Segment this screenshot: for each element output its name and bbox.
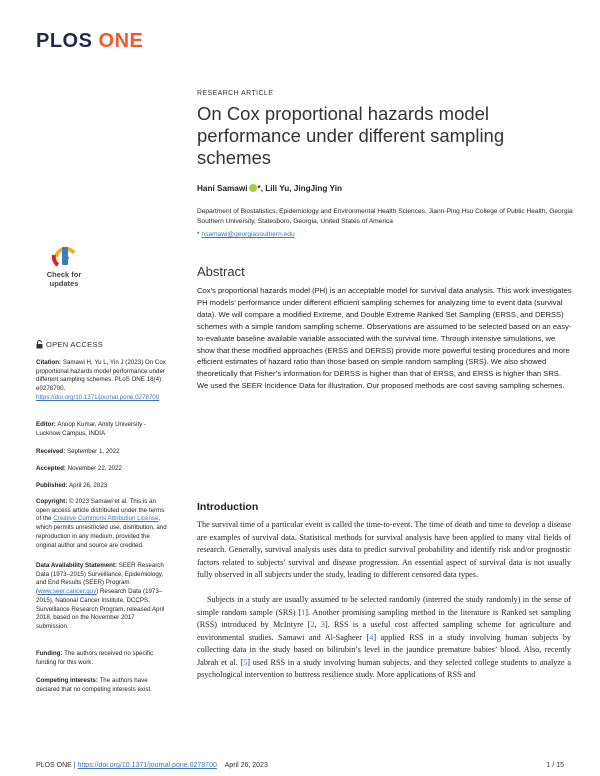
- citation-label: Citation:: [36, 359, 62, 366]
- intro-p2-d: ] applied RSS in a study involving human subjects by collecting data in the study based on bilirubin’s level in the jaundice premature babies’ blood. Also, recently Jabrah et al. [: [197, 632, 572, 667]
- published-text: April 26, 2023: [67, 482, 108, 489]
- editor-text: Anoop Kumar, Amity University - Lucknow Campus, INDIA: [36, 421, 147, 437]
- author-rest: Lili Yu, JingJing Yin: [262, 184, 342, 193]
- check-updates-icon: [36, 241, 92, 271]
- abstract-heading: Abstract: [197, 264, 245, 279]
- open-lock-icon: [36, 340, 43, 349]
- ref-link-3[interactable]: 3: [320, 620, 325, 629]
- received-text: September 1, 2022: [65, 448, 120, 455]
- journal-name-plos: PLOS: [36, 30, 93, 52]
- funding-text: The authors received no specific funding for this work.: [36, 650, 154, 666]
- ref-link-4[interactable]: 4: [369, 632, 374, 642]
- ref-link-2[interactable]: 2: [310, 620, 315, 629]
- author-first[interactable]: Hani Samawi: [197, 184, 248, 193]
- orcid-icon[interactable]: [249, 184, 257, 192]
- copyright-text-1: © 2023 Samawi et al. This is an open access article distributed under the terms of the: [36, 498, 165, 523]
- intro-p2-a: Subjects in a study are usually assumed to be selected randomly (interred the study randomly) in the sense of simple random sample (SRS) [: [197, 595, 571, 617]
- article-type: RESEARCH ARTICLE: [197, 90, 274, 97]
- seer-link[interactable]: www.seer.cancer.gov: [38, 588, 97, 596]
- editor-block: [36, 421, 168, 438]
- ref-link-1[interactable]: 1: [301, 607, 306, 617]
- data-availability-text-1: SEER Research Data (1973–2015) Surveillance, Epidemiology, and End Results (SEER) Program (: [36, 562, 164, 596]
- citation-doi-link[interactable]: https://doi.org/10.1371/journal.pone.0278700: [36, 393, 160, 401]
- page-footer: [36, 762, 268, 769]
- journal-name-one: ONE: [98, 30, 144, 52]
- data-availability-block: [36, 562, 168, 632]
- author-list: [197, 184, 342, 193]
- editor-label: Editor:: [36, 421, 56, 428]
- intro-p2-e: ] used RSS in a study involving human subjects, and they selected college students to analyze a psychological intervention to buttress resilience study. More applications of RSS and: [197, 657, 571, 679]
- check-updates-line1: Check for: [46, 270, 82, 279]
- email-prefix: *: [197, 231, 202, 238]
- page-number: 1 / 15: [546, 762, 564, 769]
- footer-journal: PLOS ONE: [36, 762, 72, 769]
- copyright-label: Copyright:: [36, 498, 68, 505]
- open-access-text: OPEN ACCESS: [46, 340, 104, 349]
- published-block: [36, 482, 168, 491]
- open-access-label: [36, 340, 103, 349]
- citation-block: [36, 359, 168, 403]
- received-block: [36, 448, 168, 457]
- accepted-label: Accepted:: [36, 465, 66, 472]
- competing-interests-block: [36, 677, 168, 694]
- article-title: On Cox proportional hazards model performance under different sampling schemes: [197, 103, 505, 168]
- author-first-mark: *,: [257, 184, 263, 193]
- funding-block: [36, 650, 168, 667]
- check-for-updates-badge[interactable]: [36, 241, 92, 297]
- copyright-text-2: , which permits unrestricted use, distribution, and reproduction in any medium, provided the original author and source are credited.: [36, 515, 167, 549]
- data-availability-label: Data Availability Statement:: [36, 562, 118, 569]
- copyright-block: [36, 498, 168, 550]
- affiliation: Department of Biostatistics, Epidemiology and Environmental Health Sciences, Jiann-Ping Hsu College of Public Health, Georgia Southern University, Statesboro, Georgia, United States of America: [197, 208, 573, 225]
- accepted-block: [36, 465, 168, 474]
- intro-p2-b: ]. Another promising sampling method in the literature is Ranked set sampling (RSS) introduced by McIntyre [: [197, 607, 571, 629]
- footer-doi-link[interactable]: https://doi.org/10.1371/journal.pone.0278700: [77, 762, 217, 769]
- intro-p2-sep: ,: [314, 620, 321, 629]
- introduction-heading: Introduction: [197, 501, 259, 513]
- data-availability-text-2: ) Research Data (1973–2015), National Cancer Institute, DCCPS, Surveillance Research Program, released April 2018, based on the November 2017 submission.: [36, 588, 165, 630]
- citation-text: Samawi H, Yu L, Yin J (2023) On Cox proportional hazards model performance under different sampling schemes. PLoS ONE 18(4): e0278700.: [36, 359, 166, 393]
- footer-separator: |: [71, 762, 78, 769]
- ref-link-5[interactable]: 5: [243, 657, 248, 667]
- abstract-text: Cox’s proportional hazards model (PH) is an acceptable model for survival data analysis. This work investigates PH models’ performance under different efficient sampling schemes for analyzing time to event data (survival data). We will compare a modified Extreme, and Double Extreme Ranked Set Sampling (ERSS, and DERSS) schemes with a simple random sampling scheme. Observations are assumed to be selected based on an easy-to-evaluate baseline available variable associated with the survival time. Through intensive simulations, we show that these modified approaches (ERSS and DERSS) provide more powerful testing procedures and more efficient estimates of hazard ratio than those based on simple random sampling (SRS). We also showed theoretically that Fisher’s information for DERSS is higher than that of ERSS, and ERSS is higher than SRS. We used the SEER Incidence Data for illustration. Our proposed methods are cost saving sampling schemes.: [197, 286, 572, 391]
- accepted-text: November 22, 2022: [65, 465, 122, 472]
- published-label: Published:: [36, 482, 68, 489]
- received-label: Received:: [36, 448, 66, 455]
- license-link[interactable]: Creative Commons Attribution License: [53, 515, 159, 523]
- email-link[interactable]: hsamawi@georgiasouthern.edu: [201, 231, 295, 238]
- intro-paragraph-2: [197, 594, 571, 682]
- check-updates-line2: updates: [49, 278, 79, 288]
- funding-label: Funding:: [36, 650, 63, 657]
- corresponding-email: [197, 231, 295, 238]
- competing-interests-text: The authors have declared that no competing interests exist.: [36, 677, 152, 693]
- journal-logo[interactable]: [36, 30, 143, 53]
- footer-date: April 26, 2023: [224, 762, 268, 769]
- intro-paragraph-1: The survival time of a particular event is called the time-to-event. The time of death and time to develop a disease are examples of survival data. Statistical methods for survival analysis have been applied to many vital fields of research. Generally, survival analysis uses data to predict survival probability and identify risk and/or prognostic factors related to subjects’ survival and disease progression. An essential aspect of survival data is not usually fully observed in all subjects under the study, leading to different censored data types.: [197, 520, 571, 579]
- intro-p2-c: ]. RSS is a useful cost affected sampling scheme for agriculture and environmental studies. Samawi and Al-Sagheer [: [197, 620, 571, 642]
- competing-interests-label: Competing interests:: [36, 677, 98, 684]
